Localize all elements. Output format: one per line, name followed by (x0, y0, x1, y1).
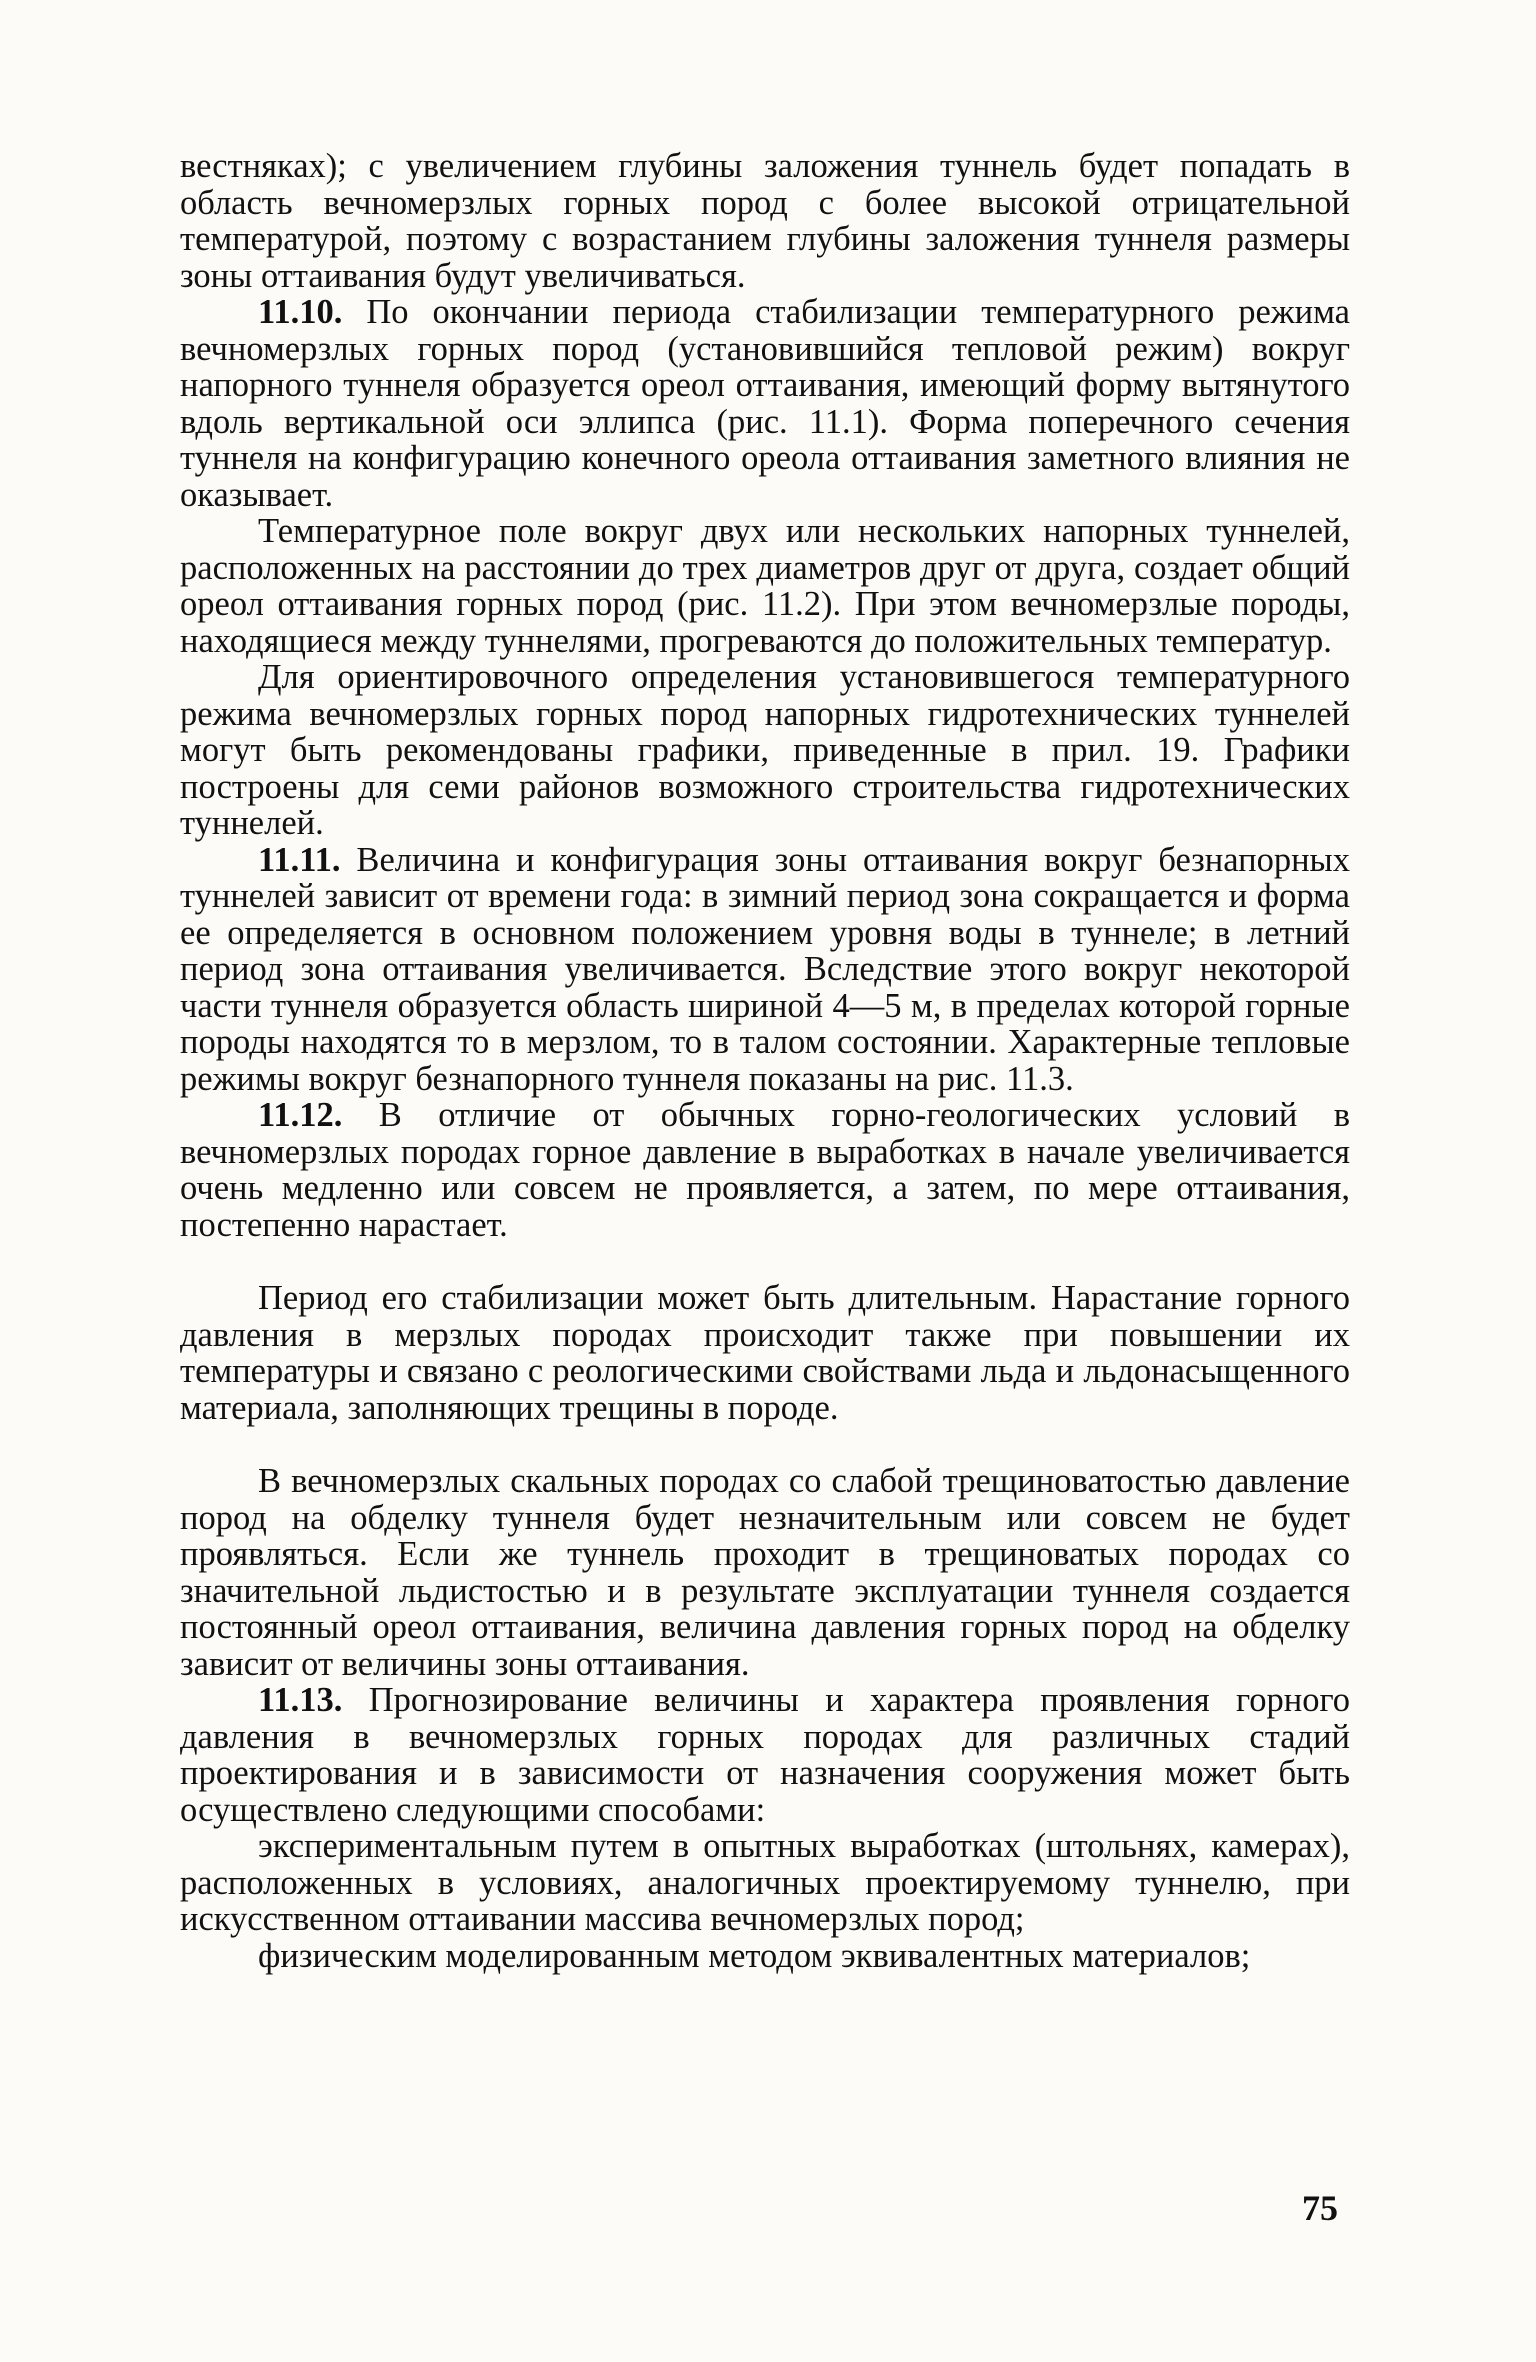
section-number: 11.10. (258, 293, 343, 331)
paragraph-11-12 (180, 1097, 1350, 1243)
paragraph-continuation (180, 148, 1350, 294)
paragraph (180, 659, 1350, 842)
list-item (180, 1938, 1350, 1975)
paragraph-11-13 (180, 1682, 1350, 1828)
paragraph-text: экспериментальным путем в опытных выработках (штольнях, камерах), расположенных в условиях, аналогичных проектируемому туннелю, при искусственном оттаивании массива вечномерзлых пород; (180, 1827, 1350, 1938)
paragraph-text: вестняках); с увеличением глубины заложения туннель будет попадать в область вечномерзлых горных пород с более высокой отрицательной температурой, поэтому с возрастанием глубины заложения туннеля размеры зоны оттаивания будут увеличиваться. (180, 147, 1350, 295)
paragraph-text: физическим моделированным методом эквивалентных материалов; (258, 1936, 1251, 1975)
section-number: 11.12. (258, 1096, 343, 1134)
paragraph-11-11 (180, 842, 1350, 1098)
body-text (180, 148, 1350, 1974)
paragraph (180, 1280, 1350, 1426)
paragraph (180, 513, 1350, 659)
paragraph-text: Температурное поле вокруг двух или нескольких напорных туннелей, расположенных на расстоянии до трех диаметров друг от друга, создает общий ореол оттаивания горных пород (рис. 11.2). При этом вечномерзлые породы, находящиеся между туннелями, прогреваются до положительных температур. (180, 512, 1350, 660)
paragraph-text: Для ориентировочного определения установившегося температурного режима вечномерзлых горных пород напорных гидротехнических туннелей могут быть рекомендованы графики, приведенные в прил. 19. Графики построены для семи районов возможного строительства гидротехнических туннелей. (180, 658, 1350, 842)
paragraph-text: В вечномерзлых скальных породах со слабой трещиноватостью давление пород на обделку туннеля будет незначительным или совсем не будет проявляться. Если же туннель проходит в трещиноватых породах со значительной льдистостью и в результате эксплуатации туннеля создается постоянный ореол оттаивания, величина давления горных пород на обделку зависит от величины зоны оттаивания. (180, 1462, 1350, 1683)
list-item (180, 1828, 1350, 1938)
paragraph-text: По окончании периода стабилизации температурного режима вечномерзлых горных пород (установившийся тепловой режим) вокруг напорного туннеля образуется ореол оттаивания, имеющий форму вытянутого вдоль вертикальной оси эллипса (рис. 11.1). Форма поперечного сечения туннеля на конфигурацию конечного ореола оттаивания заметного влияния не оказывает. (180, 293, 1350, 514)
paragraph-11-10 (180, 294, 1350, 513)
paragraph-text: Период его стабилизации может быть длительным. Нарастание горного давления в мерзлых породах происходит также при повышении их температуры и связано с реологическими свойствами льда и льдонасыщенного материала, заполняющих трещины в породе. (180, 1279, 1350, 1427)
paragraph-text: В отличие от обычных горно-геологических условий в вечномерзлых породах горное давление в выработках в начале увеличивается очень медленно или совсем не проявляется, а затем, по мере оттаивания, постепенно нарастает. (180, 1096, 1350, 1244)
section-number: 11.13. (258, 1681, 343, 1719)
paragraph-text: Величина и конфигурация зоны оттаивания вокруг безнапорных туннелей зависит от времени года: в зимний период зона сокращается и форма ее определяется в основном положением уровня воды в туннеле; в летний период зона оттаивания увеличивается. Вследствие этого вокруг некоторой части туннеля образуется область шириной 4—5 м, в пределах которой горные породы находятся то в мерзлом, то в талом состоянии. Характерные тепловые режимы вокруг безнапорного туннеля показаны на рис. 11.3. (180, 840, 1350, 1098)
section-number: 11.11. (258, 840, 341, 879)
page-number: 75 (1302, 2188, 1338, 2228)
paragraph-text: Прогнозирование величины и характера проявления горного давления в вечномерзлых горных породах для различных стадий проектирования и в зависимости от назначения сооружения может быть осуществлено следующими способами: (180, 1681, 1350, 1829)
paragraph (180, 1463, 1350, 1682)
